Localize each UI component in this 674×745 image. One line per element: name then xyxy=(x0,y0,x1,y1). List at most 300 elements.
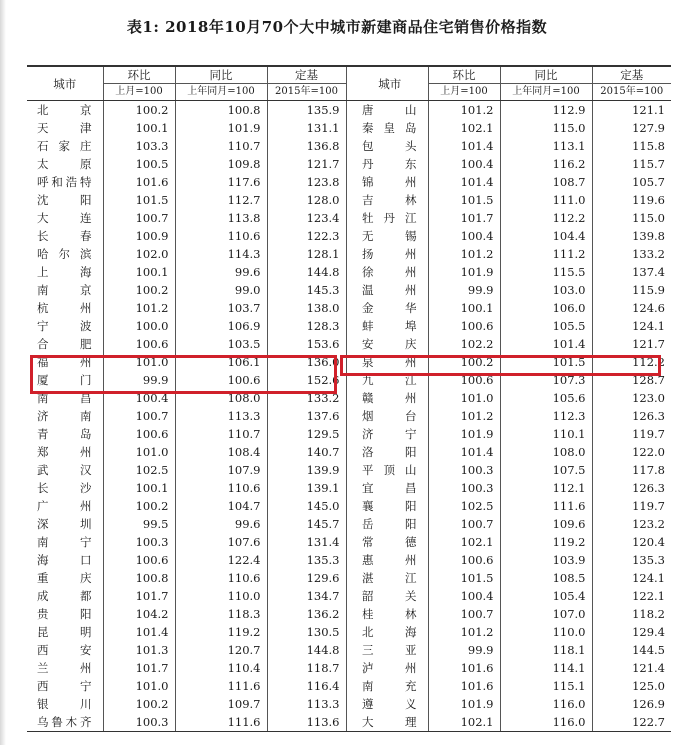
cell-mom: 100.1 xyxy=(103,119,175,137)
cell-yoy: 110.0 xyxy=(175,587,267,605)
cell-yoy-right: 104.4 xyxy=(500,227,592,245)
cell-yoy-right: 110.0 xyxy=(500,623,592,641)
cell-base-right: 119.7 xyxy=(592,425,671,443)
cell-mom-right: 100.7 xyxy=(428,605,500,623)
subheader-base-right: 2015年=100 xyxy=(592,84,671,101)
cell-yoy: 100.6 xyxy=(175,371,267,389)
table-row xyxy=(27,497,671,515)
cell-base: 131.1 xyxy=(267,119,346,137)
cell-mom-right: 101.6 xyxy=(428,659,500,677)
cell-city-right: 襄阳 xyxy=(362,499,418,513)
cell-yoy-right: 101.5 xyxy=(500,353,592,371)
cell-yoy-right: 114.1 xyxy=(500,659,592,677)
cell-mom: 100.7 xyxy=(103,407,175,425)
cell-base-right: 120.4 xyxy=(592,533,671,551)
cell-base-right: 115.7 xyxy=(592,155,671,173)
subheader-base: 2015年=100 xyxy=(267,84,346,101)
cell-base: 130.5 xyxy=(267,623,346,641)
cell-base-right: 133.2 xyxy=(592,245,671,263)
cell-yoy: 110.6 xyxy=(175,569,267,587)
table-row xyxy=(27,533,671,551)
cell-yoy-right: 107.0 xyxy=(500,605,592,623)
cell-mom-right: 100.3 xyxy=(428,461,500,479)
cell-yoy-right: 110.1 xyxy=(500,425,592,443)
cell-mom: 100.2 xyxy=(103,281,175,299)
cell-yoy: 110.7 xyxy=(175,137,267,155)
cell-city: 呼和浩特 xyxy=(37,175,93,189)
cell-yoy: 99.6 xyxy=(175,263,267,281)
cell-city: 杭州 xyxy=(37,301,93,315)
cell-yoy: 100.8 xyxy=(175,101,267,120)
table-row xyxy=(27,119,671,137)
cell-city: 银川 xyxy=(37,697,93,711)
cell-mom: 100.2 xyxy=(103,695,175,713)
cell-base: 137.6 xyxy=(267,407,346,425)
cell-city: 福州 xyxy=(37,355,93,369)
table-row xyxy=(27,137,671,155)
table-row xyxy=(27,155,671,173)
cell-city-right: 赣州 xyxy=(362,391,418,405)
cell-base: 113.3 xyxy=(267,695,346,713)
cell-yoy-right: 103.9 xyxy=(500,551,592,569)
cell-mom: 101.2 xyxy=(103,299,175,317)
cell-yoy-right: 108.0 xyxy=(500,443,592,461)
cell-base-right: 126.9 xyxy=(592,695,671,713)
table-row xyxy=(27,299,671,317)
table-row xyxy=(27,173,671,191)
cell-yoy: 111.6 xyxy=(175,713,267,732)
cell-city: 大连 xyxy=(37,211,93,225)
cell-mom-right: 101.4 xyxy=(428,137,500,155)
table-body xyxy=(27,101,671,732)
cell-mom-right: 99.9 xyxy=(428,281,500,299)
cell-mom: 104.2 xyxy=(103,605,175,623)
cell-city-right: 泉州 xyxy=(362,355,418,369)
cell-city: 昆明 xyxy=(37,625,93,639)
cell-mom-right: 100.6 xyxy=(428,371,500,389)
table-row xyxy=(27,461,671,479)
table-row xyxy=(27,101,671,120)
cell-base: 144.8 xyxy=(267,263,346,281)
cell-yoy: 113.8 xyxy=(175,209,267,227)
table-row xyxy=(27,281,671,299)
cell-city: 长沙 xyxy=(37,481,93,495)
cell-city: 合肥 xyxy=(37,337,93,351)
cell-base-right: 121.4 xyxy=(592,659,671,677)
cell-base-right: 127.9 xyxy=(592,119,671,137)
cell-base-right: 121.1 xyxy=(592,101,671,120)
cell-city: 成都 xyxy=(37,589,93,603)
cell-city-right: 遵义 xyxy=(362,697,418,711)
cell-city: 南宁 xyxy=(37,535,93,549)
cell-mom: 100.0 xyxy=(103,317,175,335)
page-title: 表1: 2018年10月70个大中城市新建商品住宅销售价格指数 xyxy=(126,18,548,36)
cell-yoy: 120.7 xyxy=(175,641,267,659)
cell-yoy-right: 109.6 xyxy=(500,515,592,533)
cell-city: 南昌 xyxy=(37,391,93,405)
cell-city-right: 无锡 xyxy=(362,229,418,243)
cell-yoy: 106.9 xyxy=(175,317,267,335)
cell-city-right: 徐州 xyxy=(362,265,418,279)
table-row xyxy=(27,371,671,389)
cell-mom-right: 101.9 xyxy=(428,425,500,443)
cell-yoy: 101.9 xyxy=(175,119,267,137)
header-base-right: 定基 xyxy=(592,66,671,84)
cell-city: 兰州 xyxy=(37,661,93,675)
cell-city: 西宁 xyxy=(37,679,93,693)
cell-yoy: 103.5 xyxy=(175,335,267,353)
cell-yoy-right: 116.0 xyxy=(500,713,592,732)
cell-mom-right: 102.1 xyxy=(428,713,500,732)
cell-yoy-right: 119.2 xyxy=(500,533,592,551)
cell-mom: 103.3 xyxy=(103,137,175,155)
cell-base: 118.7 xyxy=(267,659,346,677)
header-mom-right: 环比 xyxy=(428,66,500,84)
cell-base-right: 144.5 xyxy=(592,641,671,659)
table-row xyxy=(27,335,671,353)
cell-mom-right: 100.3 xyxy=(428,479,500,497)
cell-base-right: 124.6 xyxy=(592,299,671,317)
cell-city-right: 包头 xyxy=(362,139,418,153)
cell-mom-right: 102.2 xyxy=(428,335,500,353)
cell-mom-right: 102.1 xyxy=(428,119,500,137)
cell-city-right: 锦州 xyxy=(362,175,418,189)
cell-yoy: 119.2 xyxy=(175,623,267,641)
cell-mom-right: 100.6 xyxy=(428,317,500,335)
cell-yoy: 122.4 xyxy=(175,551,267,569)
cell-yoy-right: 111.6 xyxy=(500,497,592,515)
cell-city-right: 扬州 xyxy=(362,247,418,261)
cell-mom-right: 101.6 xyxy=(428,677,500,695)
cell-city: 南京 xyxy=(37,283,93,297)
cell-mom: 100.2 xyxy=(103,101,175,120)
cell-base-right: 122.0 xyxy=(592,443,671,461)
table-row xyxy=(27,551,671,569)
cell-yoy-right: 107.3 xyxy=(500,371,592,389)
cell-city-right: 唐山 xyxy=(362,103,418,117)
cell-base-right: 125.0 xyxy=(592,677,671,695)
header-base: 定基 xyxy=(267,66,346,84)
cell-yoy: 109.8 xyxy=(175,155,267,173)
cell-base: 134.7 xyxy=(267,587,346,605)
cell-mom: 100.8 xyxy=(103,569,175,587)
cell-yoy: 110.6 xyxy=(175,227,267,245)
header-city-right: 城市 xyxy=(352,66,428,101)
cell-mom: 100.6 xyxy=(103,425,175,443)
cell-base-right: 124.1 xyxy=(592,317,671,335)
cell-city: 深圳 xyxy=(37,517,93,531)
cell-base: 122.3 xyxy=(267,227,346,245)
cell-yoy-right: 108.7 xyxy=(500,173,592,191)
cell-mom: 102.5 xyxy=(103,461,175,479)
table-row xyxy=(27,623,671,641)
cell-city: 乌鲁木齐 xyxy=(27,713,103,732)
cell-base: 129.5 xyxy=(267,425,346,443)
cell-mom-right: 101.5 xyxy=(428,191,500,209)
cell-mom: 100.2 xyxy=(103,497,175,515)
cell-mom: 100.3 xyxy=(103,713,175,732)
cell-mom: 101.0 xyxy=(103,353,175,371)
table-row xyxy=(27,245,671,263)
subheader-mom: 上月=100 xyxy=(103,84,175,101)
subheader-yoy-right: 上年同月=100 xyxy=(500,84,592,101)
table-row xyxy=(27,227,671,245)
cell-mom-right: 101.7 xyxy=(428,209,500,227)
cell-city-right: 金华 xyxy=(362,301,418,315)
cell-city: 贵阳 xyxy=(37,607,93,621)
table-row xyxy=(27,605,671,623)
cell-base-right: 119.6 xyxy=(592,191,671,209)
cell-mom-right: 100.6 xyxy=(428,551,500,569)
table-row xyxy=(27,713,671,732)
cell-yoy-right: 106.0 xyxy=(500,299,592,317)
cell-base: 136.2 xyxy=(267,605,346,623)
cell-base: 133.2 xyxy=(267,389,346,407)
cell-yoy: 107.9 xyxy=(175,461,267,479)
cell-mom: 101.6 xyxy=(103,173,175,191)
cell-mom-right: 101.4 xyxy=(428,443,500,461)
table-row xyxy=(27,317,671,335)
cell-mom: 100.1 xyxy=(103,479,175,497)
cell-base-right: 115.8 xyxy=(592,137,671,155)
header-yoy-right: 同比 xyxy=(500,66,592,84)
table-row xyxy=(27,659,671,677)
cell-yoy: 110.4 xyxy=(175,659,267,677)
cell-mom-right: 99.9 xyxy=(428,641,500,659)
cell-base: 135.9 xyxy=(267,101,346,120)
cell-base: 113.6 xyxy=(267,713,346,732)
cell-base-right: 118.2 xyxy=(592,605,671,623)
cell-city: 西安 xyxy=(37,643,93,657)
cell-yoy-right: 115.1 xyxy=(500,677,592,695)
cell-city: 厦门 xyxy=(37,373,93,387)
cell-base-right: 128.7 xyxy=(592,371,671,389)
cell-city-right: 洛阳 xyxy=(362,445,418,459)
cell-city: 天津 xyxy=(37,121,93,135)
cell-yoy: 109.7 xyxy=(175,695,267,713)
cell-yoy-right: 113.1 xyxy=(500,137,592,155)
cell-base-right: 115.0 xyxy=(592,209,671,227)
cell-mom-right: 101.5 xyxy=(428,569,500,587)
cell-city: 海口 xyxy=(37,553,93,567)
cell-city-right: 秦皇岛 xyxy=(362,121,418,135)
cell-mom-right: 101.0 xyxy=(428,389,500,407)
cell-city: 长春 xyxy=(37,229,93,243)
cell-base: 136.8 xyxy=(267,137,346,155)
table-row xyxy=(27,407,671,425)
cell-city-right: 韶关 xyxy=(362,589,418,603)
cell-base: 139.1 xyxy=(267,479,346,497)
page-edge-shadow xyxy=(0,0,6,745)
table-row xyxy=(27,587,671,605)
cell-city-right: 三亚 xyxy=(362,643,418,657)
cell-city-right: 宜昌 xyxy=(362,481,418,495)
cell-yoy-right: 112.9 xyxy=(500,101,592,120)
cell-mom: 100.1 xyxy=(103,263,175,281)
cell-yoy-right: 115.5 xyxy=(500,263,592,281)
cell-base-right: 135.3 xyxy=(592,551,671,569)
cell-city-right: 丹东 xyxy=(362,157,418,171)
cell-yoy-right: 111.2 xyxy=(500,245,592,263)
cell-base: 116.4 xyxy=(267,677,346,695)
cell-base-right: 115.9 xyxy=(592,281,671,299)
cell-base-right: 112.2 xyxy=(592,353,671,371)
cell-yoy: 103.7 xyxy=(175,299,267,317)
header-mom: 环比 xyxy=(103,66,175,84)
cell-city-right: 安庆 xyxy=(362,337,418,351)
cell-mom-right: 101.2 xyxy=(428,245,500,263)
cell-mom: 100.7 xyxy=(103,209,175,227)
cell-mom-right: 102.1 xyxy=(428,533,500,551)
cell-mom: 101.4 xyxy=(103,623,175,641)
cell-base: 129.6 xyxy=(267,569,346,587)
cell-base: 128.3 xyxy=(267,317,346,335)
cell-mom-right: 101.2 xyxy=(428,407,500,425)
cell-city: 广州 xyxy=(37,499,93,513)
cell-city-right: 平顶山 xyxy=(362,463,418,477)
cell-base: 136.0 xyxy=(267,353,346,371)
cell-city-right: 常德 xyxy=(362,535,418,549)
cell-yoy: 110.6 xyxy=(175,479,267,497)
cell-mom: 100.9 xyxy=(103,227,175,245)
cell-yoy-right: 118.1 xyxy=(500,641,592,659)
cell-city: 上海 xyxy=(37,265,93,279)
cell-base: 123.4 xyxy=(267,209,346,227)
header-yoy: 同比 xyxy=(175,66,267,84)
cell-base: 128.0 xyxy=(267,191,346,209)
cell-yoy-right: 116.2 xyxy=(500,155,592,173)
cell-yoy-right: 101.4 xyxy=(500,335,592,353)
cell-mom: 101.0 xyxy=(103,443,175,461)
cell-yoy: 113.3 xyxy=(175,407,267,425)
cell-yoy: 106.1 xyxy=(175,353,267,371)
cell-city-right: 南充 xyxy=(362,679,418,693)
cell-base: 153.6 xyxy=(267,335,346,353)
cell-yoy-right: 105.4 xyxy=(500,587,592,605)
cell-mom: 100.6 xyxy=(103,551,175,569)
cell-yoy: 110.7 xyxy=(175,425,267,443)
cell-base-right: 121.7 xyxy=(592,335,671,353)
cell-city-right: 北海 xyxy=(362,625,418,639)
cell-city: 武汉 xyxy=(37,463,93,477)
cell-city: 济南 xyxy=(37,409,93,423)
header-row xyxy=(27,66,671,84)
cell-yoy-right: 115.0 xyxy=(500,119,592,137)
cell-yoy: 111.6 xyxy=(175,677,267,695)
cell-yoy: 112.7 xyxy=(175,191,267,209)
table-row xyxy=(27,515,671,533)
cell-mom: 100.4 xyxy=(103,389,175,407)
cell-mom: 100.5 xyxy=(103,155,175,173)
cell-base: 145.3 xyxy=(267,281,346,299)
cell-base: 128.1 xyxy=(267,245,346,263)
table-row xyxy=(27,191,671,209)
cell-mom: 102.0 xyxy=(103,245,175,263)
table-row xyxy=(27,569,671,587)
cell-mom: 100.3 xyxy=(103,533,175,551)
cell-mom-right: 100.1 xyxy=(428,299,500,317)
cell-mom: 101.0 xyxy=(103,677,175,695)
header-city: 城市 xyxy=(27,66,103,101)
price-index-table xyxy=(27,65,671,732)
cell-mom-right: 102.5 xyxy=(428,497,500,515)
cell-yoy: 108.4 xyxy=(175,443,267,461)
cell-mom-right: 100.2 xyxy=(428,353,500,371)
cell-mom-right: 100.7 xyxy=(428,515,500,533)
cell-city-right: 牡丹江 xyxy=(362,211,418,225)
cell-yoy-right: 103.0 xyxy=(500,281,592,299)
cell-yoy-right: 105.6 xyxy=(500,389,592,407)
cell-yoy-right: 108.5 xyxy=(500,569,592,587)
cell-base-right: 122.7 xyxy=(592,713,671,732)
cell-city-right: 吉林 xyxy=(362,193,418,207)
subheader-yoy: 上年同月=100 xyxy=(175,84,267,101)
cell-yoy-right: 112.3 xyxy=(500,407,592,425)
cell-yoy: 108.0 xyxy=(175,389,267,407)
cell-base-right: 126.3 xyxy=(592,407,671,425)
cell-base: 123.8 xyxy=(267,173,346,191)
cell-base-right: 123.0 xyxy=(592,389,671,407)
cell-mom: 101.7 xyxy=(103,587,175,605)
cell-base: 144.8 xyxy=(267,641,346,659)
cell-city: 北京 xyxy=(37,103,93,117)
cell-base: 139.9 xyxy=(267,461,346,479)
cell-city-right: 大理 xyxy=(352,713,428,732)
cell-base: 152.6 xyxy=(267,371,346,389)
cell-yoy-right: 111.0 xyxy=(500,191,592,209)
cell-mom: 101.5 xyxy=(103,191,175,209)
cell-mom-right: 101.9 xyxy=(428,695,500,713)
cell-base-right: 126.3 xyxy=(592,479,671,497)
cell-mom-right: 101.2 xyxy=(428,101,500,120)
cell-city: 太原 xyxy=(37,157,93,171)
table-row xyxy=(27,677,671,695)
cell-mom: 101.7 xyxy=(103,659,175,677)
cell-city-right: 蚌埠 xyxy=(362,319,418,333)
cell-mom-right: 100.4 xyxy=(428,227,500,245)
cell-yoy: 99.0 xyxy=(175,281,267,299)
cell-base: 121.7 xyxy=(267,155,346,173)
cell-city-right: 岳阳 xyxy=(362,517,418,531)
cell-city-right: 烟台 xyxy=(362,409,418,423)
cell-city: 郑州 xyxy=(37,445,93,459)
cell-base-right: 129.4 xyxy=(592,623,671,641)
cell-yoy-right: 105.5 xyxy=(500,317,592,335)
cell-mom: 100.6 xyxy=(103,335,175,353)
cell-yoy: 117.6 xyxy=(175,173,267,191)
cell-mom-right: 100.4 xyxy=(428,587,500,605)
cell-mom-right: 100.4 xyxy=(428,155,500,173)
cell-yoy: 104.7 xyxy=(175,497,267,515)
cell-city: 沈阳 xyxy=(37,193,93,207)
cell-base: 140.7 xyxy=(267,443,346,461)
cell-yoy: 107.6 xyxy=(175,533,267,551)
cell-mom: 99.5 xyxy=(103,515,175,533)
cell-base-right: 117.8 xyxy=(592,461,671,479)
cell-base: 145.0 xyxy=(267,497,346,515)
cell-yoy: 118.3 xyxy=(175,605,267,623)
cell-mom-right: 101.2 xyxy=(428,623,500,641)
cell-city-right: 温州 xyxy=(362,283,418,297)
cell-city-right: 泸州 xyxy=(362,661,418,675)
cell-yoy: 99.6 xyxy=(175,515,267,533)
table-row xyxy=(27,425,671,443)
cell-base-right: 122.1 xyxy=(592,587,671,605)
table-row xyxy=(27,479,671,497)
cell-city: 哈尔滨 xyxy=(37,247,93,261)
cell-base-right: 105.7 xyxy=(592,173,671,191)
cell-mom-right: 101.9 xyxy=(428,263,500,281)
